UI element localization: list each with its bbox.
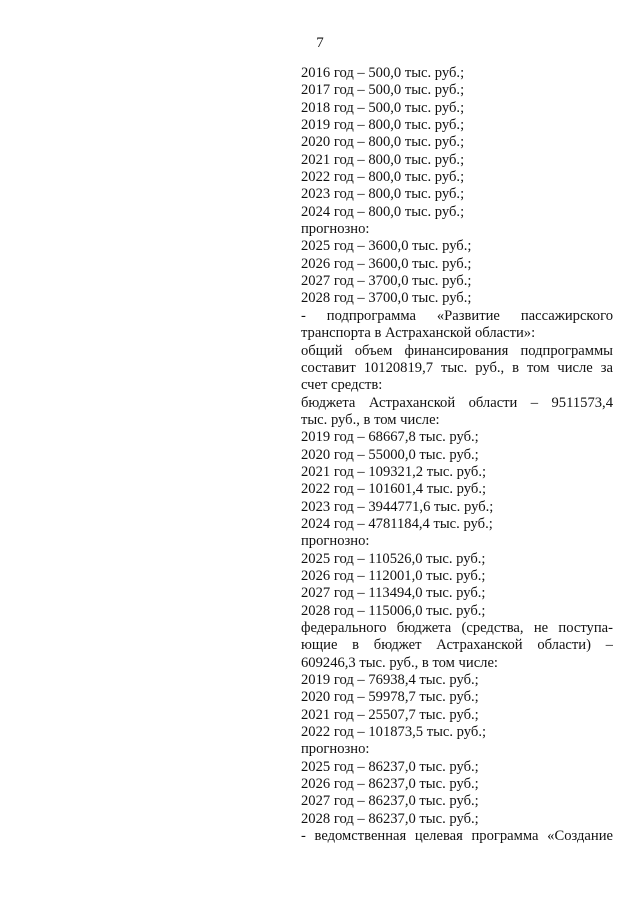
text-line: 2023 год – 3944771,6 тыс. руб.; [301,498,494,515]
text-line: 2020 год – 59978,7 тыс. руб.; [301,689,479,706]
document-text-column [301,65,613,845]
text-line: ющие в бюджет Астраханской области) – [301,637,613,654]
text-line: 2024 год – 4781184,4 тыс. руб.; [301,515,493,532]
text-line: - подпрограмма «Развитие пассажирского [301,307,613,324]
text-line: 2022 год – 101601,4 тыс. руб.; [301,481,487,498]
text-line: 2020 год – 800,0 тыс. руб.; [301,134,465,151]
text-line: 2021 год – 109321,2 тыс. руб.; [301,463,487,480]
text-line: 2026 год – 3600,0 тыс. руб.; [301,255,472,272]
text-line: 2020 год – 55000,0 тыс. руб.; [301,446,479,463]
text-line: 2025 год – 3600,0 тыс. руб.; [301,238,472,255]
text-line: транспорта в Астраханской области»: [301,325,536,342]
text-line: 2026 год – 86237,0 тыс. руб.; [301,776,479,793]
text-line: 609246,3 тыс. руб., в том числе: [301,654,498,671]
text-line: 2023 год – 800,0 тыс. руб.; [301,186,465,203]
text-line: 2022 год – 800,0 тыс. руб.; [301,169,465,186]
text-line: 2025 год – 110526,0 тыс. руб.; [301,550,486,567]
text-line: составит 10120819,7 тыс. руб., в том числе за [301,359,613,376]
text-line: 2027 год – 86237,0 тыс. руб.; [301,793,479,810]
text-line: 2025 год – 86237,0 тыс. руб.; [301,758,479,775]
text-line: 2021 год – 800,0 тыс. руб.; [301,151,465,168]
page-number: 7 [316,35,324,51]
text-line: 2016 год – 500,0 тыс. руб.; [301,65,465,81]
text-line: 2028 год – 3700,0 тыс. руб.; [301,290,472,307]
text-line: 2017 год – 500,0 тыс. руб.; [301,82,465,99]
text-line: 2024 год – 800,0 тыс. руб.; [301,203,465,220]
text-line: 2018 год – 500,0 тыс. руб.; [301,99,465,116]
text-line: 2027 год – 3700,0 тыс. руб.; [301,273,472,290]
text-line: счет средств: [301,377,383,394]
text-line: бюджета Астраханской области – 9511573,4 [301,394,613,411]
text-line: прогнозно: [301,741,370,758]
text-line: 2028 год – 115006,0 тыс. руб.; [301,602,486,619]
text-line: тыс. руб., в том числе: [301,411,440,428]
text-line: 2019 год – 68667,8 тыс. руб.; [301,429,479,446]
text-line: - ведомственная целевая программа «Создание [301,828,613,845]
text-line: общий объем финансирования подпрограммы [301,342,613,359]
text-line: 2028 год – 86237,0 тыс. руб.; [301,810,479,827]
text-line: 2027 год – 113494,0 тыс. руб.; [301,585,486,602]
text-line: 2022 год – 101873,5 тыс. руб.; [301,724,487,741]
text-line: федерального бюджета (средства, не поступа- [301,620,613,636]
text-line: 2021 год – 25507,7 тыс. руб.; [301,706,479,723]
text-line: 2019 год – 76938,4 тыс. руб.; [301,672,479,689]
text-line: 2019 год – 800,0 тыс. руб.; [301,117,465,134]
text-line: прогнозно: [301,221,370,238]
text-line: прогнозно: [301,533,370,550]
text-line: 2026 год – 112001,0 тыс. руб.; [301,567,486,584]
